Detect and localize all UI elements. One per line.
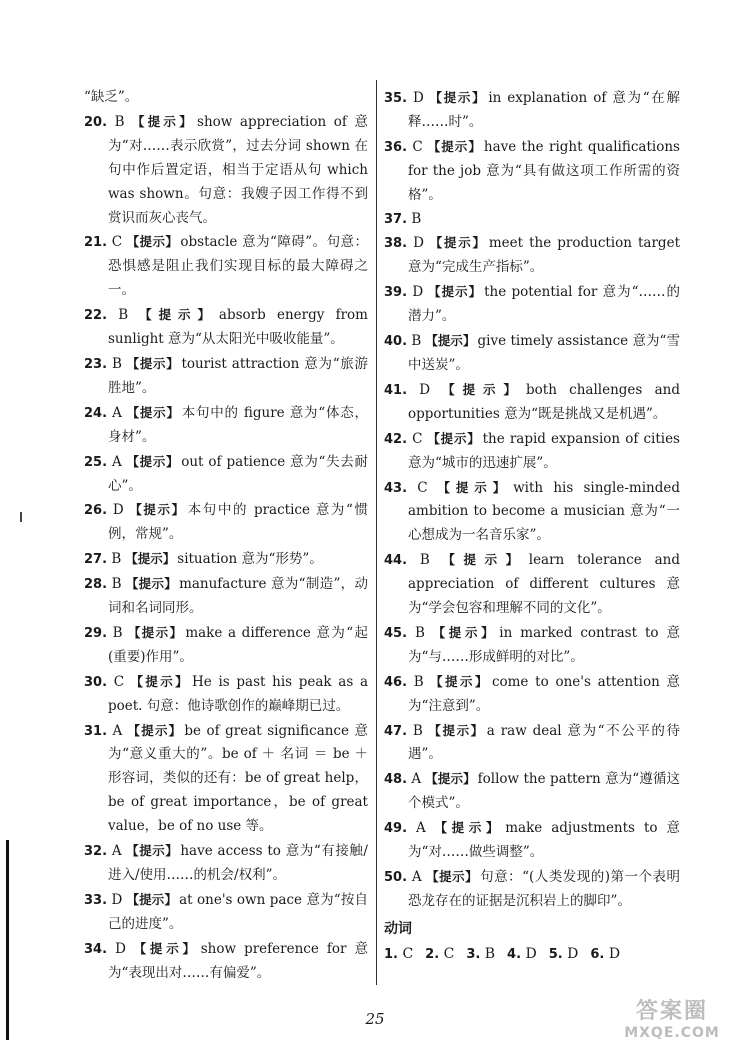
hint-tag: 【提示】 [429, 820, 504, 836]
hint-tag: 【提示】 [129, 940, 199, 956]
answer-item [384, 767, 680, 816]
hint-tag: 【提示】 [427, 673, 490, 689]
answer-letter: A [111, 843, 122, 860]
verb-answer-letter: D [608, 945, 621, 962]
question-number: 38. [384, 236, 408, 252]
hint-tag: 【提示】 [128, 673, 191, 689]
verb-answer-number: 6. [590, 946, 605, 962]
right-answer-list [384, 86, 680, 914]
verb-answer-letter: D [567, 945, 579, 962]
hint-tag: 【提示】 [125, 843, 179, 859]
verb-answer-letter: C [443, 945, 455, 962]
answer-letter: B [415, 624, 425, 641]
answer-item [384, 86, 680, 135]
answer-item [84, 719, 368, 840]
explanation-text: make adjustments to 意为“对……做些调整”。 [408, 820, 680, 861]
answer-letter: A [112, 404, 122, 421]
explanation-text: absorb energy from sunlight 意为“从太阳光中吸收能量”。 [108, 307, 368, 348]
answer-item [384, 427, 680, 476]
answer-item [384, 816, 680, 865]
question-number: 48. [384, 772, 408, 788]
hint-tag: 【提示】 [434, 381, 524, 397]
answer-letter: B [413, 673, 424, 690]
hint-tag: 【提示】 [127, 502, 186, 518]
hint-tag: 【提示】 [425, 869, 479, 884]
explanation-text: He is past his peak as a poet. 句意：他诗歌创作的巅峰期已过。 [108, 673, 368, 714]
explanation-text: come to one's attention 意为“注意到”。 [408, 673, 681, 714]
question-number: 45. [384, 625, 408, 641]
hint-tag: 【提示】 [125, 551, 176, 567]
section-title: 动词 [384, 920, 412, 937]
question-number: 29. [84, 625, 108, 641]
left-answer-list [84, 110, 368, 986]
question-number: 32. [84, 844, 108, 860]
explanation-text: 本句中的 figure 意为“体态，身材”。 [108, 404, 368, 445]
explanation-text: obstacle 意为“障碍”。句意：恐惧感是阻止我们实现目标的最大障碍之一。 [108, 234, 368, 299]
question-number: 46. [384, 674, 408, 690]
watermark-top: 答案圈 [635, 999, 708, 1024]
verb-answer-number: 5. [548, 946, 563, 962]
explanation-text: make a difference 意为“起(重要)作用”。 [108, 624, 368, 665]
explanation-text: have the right qualifications for the job 意为“具有做这项工作所需的资格”。 [408, 138, 680, 203]
answer-item [84, 352, 368, 401]
answer-letter: B [411, 333, 422, 350]
question-number: 37. [384, 211, 408, 227]
explanation-text: in marked contrast to 意为“与……形成鲜明的对比”。 [408, 624, 680, 665]
answer-item [384, 719, 680, 768]
explanation-text: meet the production target 意为“完成生产指标”。 [408, 235, 680, 276]
hint-tag: 【提示】 [431, 479, 512, 495]
question-number: 47. [384, 723, 408, 739]
answer-item [384, 865, 680, 914]
answer-letter: B [411, 210, 422, 227]
question-number: 21. [84, 235, 108, 251]
question-number: 23. [84, 356, 108, 372]
answer-letter: C [111, 234, 123, 251]
answer-item [384, 231, 680, 280]
answer-letter: C [412, 138, 423, 155]
question-number: 43. [384, 480, 408, 496]
explanation-text: out of patience 意为“失去耐心”。 [108, 453, 368, 494]
answer-letter: B [111, 576, 122, 593]
column-divider [376, 80, 377, 985]
explanation-text: with his single-minded ambition to become a musician 意为“一心想成为一名音乐家”。 [408, 479, 680, 544]
answer-item [84, 450, 368, 499]
answer-item [384, 280, 680, 329]
question-number: 42. [384, 431, 408, 447]
question-number: 31. [84, 723, 108, 739]
answer-letter: B [111, 551, 122, 568]
answer-item [84, 621, 368, 670]
verb-answer-number: 3. [466, 946, 481, 962]
answer-letter: C [417, 479, 428, 496]
question-number: 30. [84, 674, 108, 690]
question-number: 40. [384, 334, 408, 350]
verb-answer-number: 2. [425, 946, 440, 962]
question-number: 25. [84, 454, 108, 470]
answer-item [84, 888, 368, 937]
hint-tag: 【提示】 [125, 453, 180, 469]
answer-item [384, 329, 680, 378]
question-number: 41. [384, 382, 408, 398]
explanation-text: situation 意为“形势”。 [177, 551, 323, 568]
hint-tag: 【提示】 [426, 430, 481, 446]
answer-letter: B [112, 355, 122, 372]
hint-tag: 【提示】 [125, 576, 178, 592]
answer-item [84, 670, 368, 719]
answer-letter: A [411, 771, 422, 788]
verb-answer-letter: C [402, 945, 414, 962]
answer-item [384, 621, 680, 670]
explanation-text: tourist attraction 意为“旅游胜地”。 [108, 355, 368, 396]
verb-answer-letter: B [484, 945, 496, 962]
explanation-text: have access to 意为“有接触/进入/使用……的机会/权利”。 [108, 843, 368, 883]
answer-item [84, 839, 368, 888]
hint-tag: 【提示】 [125, 355, 180, 371]
answer-item [384, 670, 680, 719]
verb-answer [384, 946, 419, 962]
answer-letter: D [412, 284, 424, 301]
answer-item [84, 303, 368, 352]
explanation-text: the rapid expansion of cities 意为“城市的迅速扩展”。 [408, 430, 680, 471]
hint-tag: 【提示】 [427, 284, 483, 300]
answer-item [384, 208, 680, 232]
hint-tag: 【提示】 [428, 624, 498, 640]
explanation-text: follow the pattern 意为“遵循这个模式”。 [408, 771, 680, 812]
verb-answer [549, 946, 585, 962]
answer-item [384, 378, 680, 427]
explanation-text: the potential for 意为“……的潜力”。 [408, 284, 680, 325]
margin-mark [20, 512, 22, 522]
answer-item [84, 110, 368, 231]
explanation-text: in explanation of 意为“在解释……时”。 [408, 90, 680, 130]
hint-tag: 【提示】 [433, 552, 527, 568]
answer-letter: D [419, 381, 431, 398]
answer-item [384, 135, 680, 208]
verb-answer [507, 946, 543, 962]
explanation-text: show appreciation of 意为“对……表示欣赏”，过去分词 shown 在句中作后置定语，相当于定语从句 which was shown。句意：我嫂子因工作得不到赏识而灰心丧气。 [108, 113, 368, 226]
answer-letter: A [112, 453, 122, 470]
continuation-text: “缺乏”。 [84, 89, 139, 105]
answer-letter: A [416, 820, 426, 837]
answer-letter: D [413, 235, 424, 252]
question-number: 35. [384, 91, 408, 106]
verb-answer [425, 946, 460, 962]
question-number: 36. [384, 139, 408, 155]
left-column [84, 86, 368, 986]
question-number: 49. [384, 821, 408, 837]
hint-tag: 【提示】 [427, 235, 487, 251]
question-number: 34. [84, 941, 108, 957]
explanation-text: give timely assistance 意为“雪中送炭”。 [408, 333, 680, 373]
hint-tag: 【提示】 [425, 771, 476, 787]
answer-letter: A [411, 869, 422, 885]
answer-item [84, 401, 368, 450]
answer-letter: A [112, 722, 123, 739]
answer-letter: B [412, 722, 423, 739]
answer-item [384, 476, 680, 549]
page-number: 25 [365, 1010, 385, 1028]
watermark-logo [602, 1000, 742, 1046]
watermark-bottom: MXQE.COM [624, 1025, 720, 1041]
answer-letter: D [111, 891, 123, 908]
explanation-text: a raw deal 意为“不公平的待遇”。 [408, 722, 680, 763]
question-number: 22. [84, 308, 108, 324]
explanation-text: 本句中的 practice 意为“惯例，常规”。 [108, 502, 368, 543]
answer-item [84, 937, 368, 986]
hint-tag: 【提示】 [132, 307, 217, 323]
answer-letter: D [115, 940, 126, 957]
verb-answers-row [384, 942, 680, 967]
hint-tag: 【提示】 [427, 90, 487, 105]
answer-item [84, 572, 368, 621]
explanation-text: 句意：“(人类发现的)第一个表明恐龙存在的证据是沉积岩上的脚印”。 [408, 869, 680, 909]
verb-answer-letter: D [525, 945, 537, 962]
hint-tag: 【提示】 [426, 138, 482, 154]
answer-letter: C [412, 430, 423, 447]
answer-letter: B [114, 113, 125, 130]
question-number: 28. [84, 577, 108, 593]
question-number: 44. [384, 553, 408, 569]
explanation-text: manufacture 意为“制造”，动词和名词同形。 [108, 576, 368, 617]
question-number: 20. [84, 114, 108, 130]
hint-tag: 【提示】 [128, 113, 196, 129]
hint-tag: 【提示】 [126, 891, 178, 907]
explanation-text: show preference for 意为“表现出对……有偏爱”。 [108, 940, 369, 981]
answer-letter: B [112, 624, 123, 641]
explanation-text: be of great significance 意为“意义重大的”。be of ＋ 名词 ＝ be ＋形容词，类似的还有：be of great help，be of great importance，be of great value，be of no use 等。 [108, 722, 368, 835]
right-column [384, 86, 680, 967]
answer-letter: D [112, 502, 124, 519]
answer-letter: C [113, 673, 125, 690]
hint-tag: 【提示】 [426, 722, 485, 738]
hint-tag: 【提示】 [125, 404, 180, 420]
explanation-text: at one's own pace 意为“按自己的进度”。 [108, 891, 368, 932]
hint-tag: 【提示】 [126, 624, 184, 640]
answer-item [84, 547, 368, 572]
question-number: 39. [384, 285, 408, 301]
verb-answer [590, 946, 626, 962]
answer-letter: D [413, 90, 424, 106]
verb-answer-number: 4. [507, 946, 522, 962]
verb-answer-number: 1. [384, 946, 398, 962]
question-number: 26. [84, 503, 108, 519]
answer-letter: B [419, 552, 430, 569]
verb-answer [466, 946, 501, 962]
hint-tag: 【提示】 [126, 234, 179, 250]
answer-letter: B [118, 307, 129, 324]
explanation-text: both challenges and opportunities 意为“既是挑战又是机遇”。 [408, 381, 680, 422]
answer-item [84, 230, 368, 303]
question-number: 33. [84, 892, 108, 908]
question-number: 27. [84, 552, 108, 568]
hint-tag: 【提示】 [425, 333, 476, 349]
answer-item [384, 548, 680, 621]
explanation-text: learn tolerance and appreciation of different cultures 意为“学会包容和理解不同的文化”。 [408, 552, 680, 617]
question-number: 50. [384, 870, 408, 885]
hint-tag: 【提示】 [126, 722, 183, 738]
question-number: 24. [84, 405, 108, 421]
answer-item [84, 498, 368, 547]
